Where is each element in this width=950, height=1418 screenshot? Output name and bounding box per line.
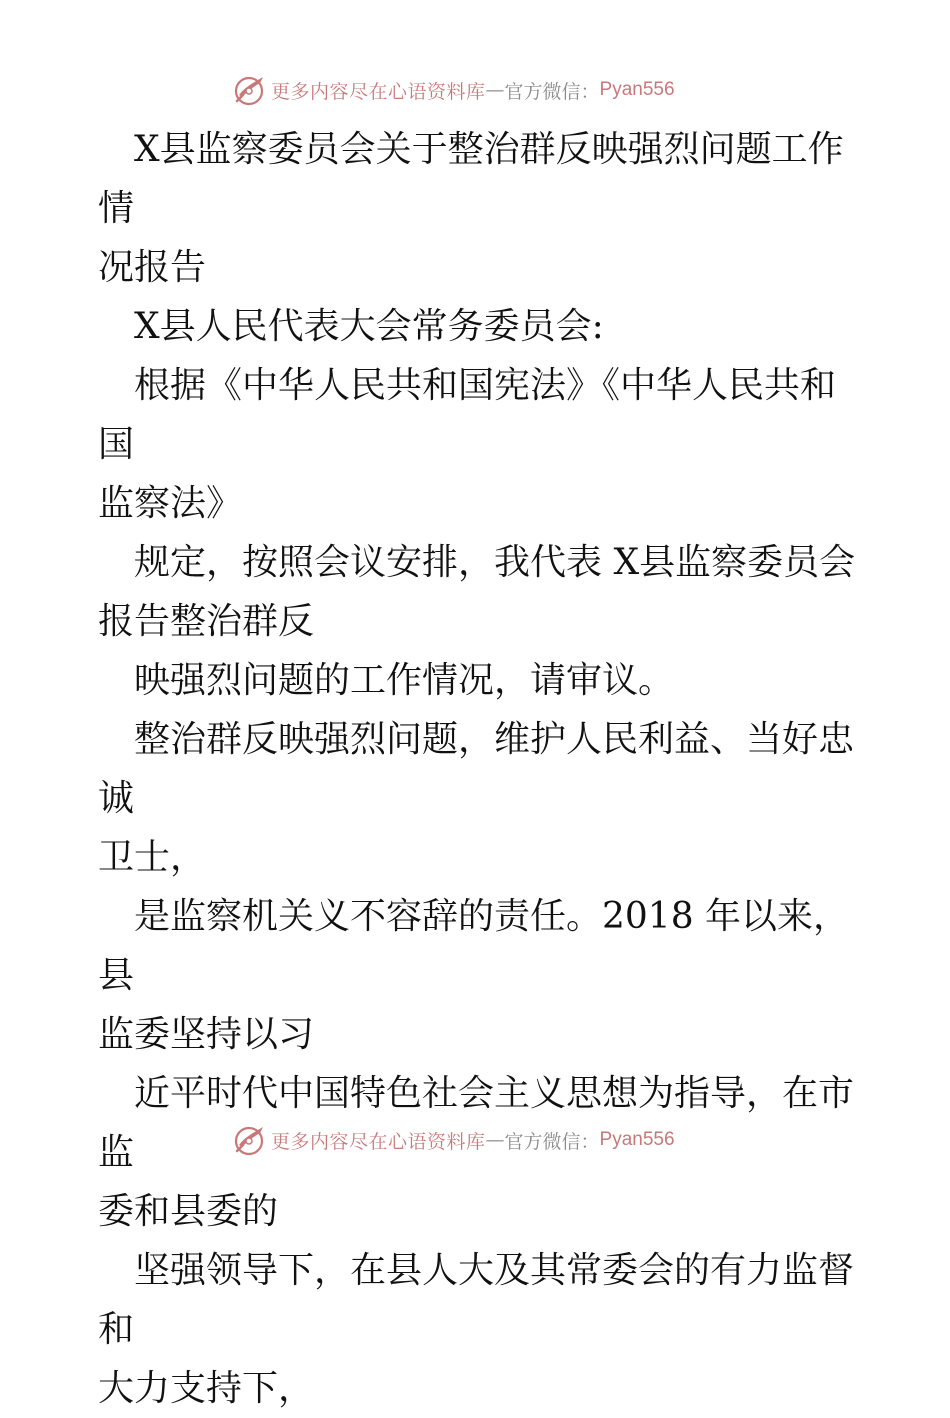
paragraph-line: 根据《中华人民共和国宪法》《中华人民共和国	[98, 365, 837, 465]
banner-wechat-label: 官方微信：	[504, 1130, 600, 1153]
footer-banner	[233, 1122, 675, 1158]
paragraph-line: 规定，按照会议安排，我代表 X县监察委员会	[134, 542, 856, 583]
header-banner	[233, 72, 675, 108]
paragraph-line: 是监察机关义不容辞的责任。2018 年以来，县	[98, 896, 850, 996]
pen-logo-icon	[233, 1123, 267, 1157]
paragraph-line: 整治群反映强烈问题，维护人民利益、当好忠诚	[98, 719, 855, 819]
pen-logo-icon	[233, 73, 267, 107]
banner-wechat-label: 官方微信：	[504, 80, 600, 103]
paragraph-line: 监察法》	[98, 483, 243, 524]
paragraph-line: 映强烈问题的工作情况，请审议。	[134, 660, 675, 701]
banner-title: 更多内容尽在心语资料库	[271, 1130, 486, 1153]
banner-wechat-id: Pyan556	[599, 79, 675, 100]
paragraph-line: 委和县委的	[98, 1191, 279, 1232]
paragraph-line: 坚强领导下，在县人大及其常委会的有力监督和	[98, 1250, 855, 1350]
document-body	[98, 120, 858, 1418]
document-title-line-1: X县监察委员会关于整治群反映强烈问题工作情	[98, 129, 844, 229]
document-title-line-2: 况报告	[98, 247, 207, 288]
banner-dash: —	[485, 1129, 505, 1151]
banner-wechat-id: Pyan556	[599, 1129, 675, 1150]
banner-dash: —	[485, 79, 505, 101]
paragraph-line: 大力支持下，	[98, 1368, 315, 1409]
paragraph-line: 监委坚持以习	[98, 1014, 315, 1055]
paragraph-line: 报告整治群反	[98, 601, 315, 642]
paragraph-line: 卫士，	[98, 837, 207, 878]
banner-title: 更多内容尽在心语资料库	[271, 80, 486, 103]
salutation: X县人民代表大会常务委员会:	[134, 306, 604, 347]
paragraph-line: 近平时代中国特色社会主义思想为指导，在市监	[98, 1073, 855, 1173]
